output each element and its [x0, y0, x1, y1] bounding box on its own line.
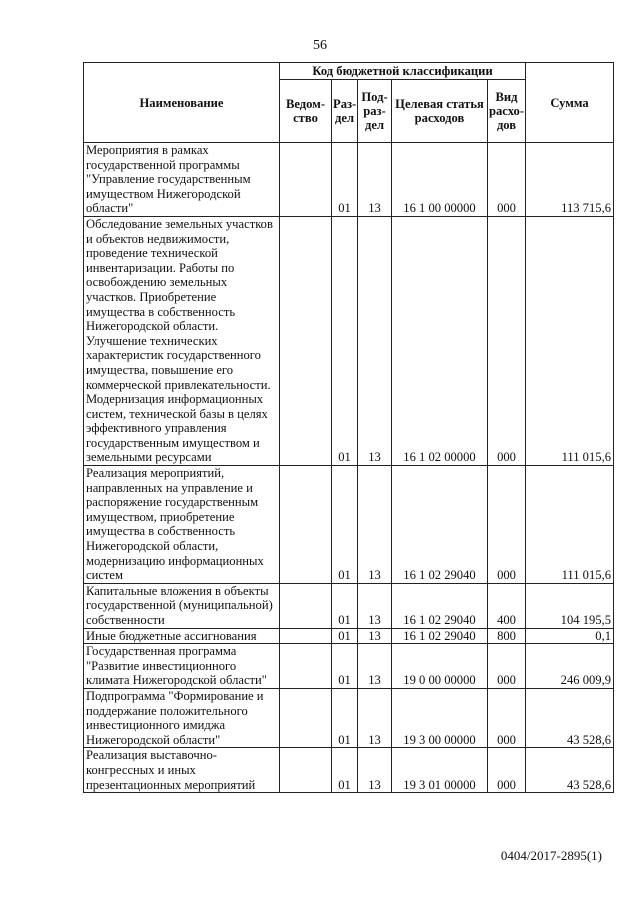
header-razdel: Раз-дел	[332, 80, 358, 143]
table-row	[84, 216, 614, 465]
row-razdel: 01	[332, 748, 358, 793]
row-vid: 000	[488, 688, 526, 747]
page-number: 56	[313, 38, 327, 53]
row-vedomstvo	[280, 216, 332, 465]
row-podrazdel: 13	[358, 688, 392, 747]
row-vedomstvo	[280, 644, 332, 689]
header-celevaya: Целевая статья расходов	[392, 80, 488, 143]
row-celevaya: 19 3 00 00000	[392, 688, 488, 747]
row-vid: 000	[488, 216, 526, 465]
table-row	[84, 688, 614, 747]
row-podrazdel: 13	[358, 466, 392, 584]
row-razdel: 01	[332, 143, 358, 217]
row-vid: 000	[488, 644, 526, 689]
row-vid: 000	[488, 143, 526, 217]
row-celevaya: 16 1 02 29040	[392, 628, 488, 644]
row-sum: 113 715,6	[526, 143, 614, 217]
row-podrazdel: 13	[358, 628, 392, 644]
row-name: Государственная программа "Развитие инвестиционного климата Нижегородской области"	[84, 644, 280, 689]
row-podrazdel: 13	[358, 143, 392, 217]
row-sum: 111 015,6	[526, 466, 614, 584]
row-celevaya: 19 3 01 00000	[392, 748, 488, 793]
row-vid: 000	[488, 466, 526, 584]
table-row	[84, 466, 614, 584]
row-name: Капитальные вложения в объекты государственной (муниципальной) собственности	[84, 583, 280, 628]
row-celevaya: 16 1 02 29040	[392, 466, 488, 584]
row-name: Реализация выставочно-конгрессных и иных презентационных мероприятий	[84, 748, 280, 793]
row-sum: 0,1	[526, 628, 614, 644]
row-razdel: 01	[332, 688, 358, 747]
row-vedomstvo	[280, 466, 332, 584]
row-vedomstvo	[280, 688, 332, 747]
document-code: 0404/2017-2895(1)	[500, 848, 602, 863]
header-name: Наименование	[84, 63, 280, 143]
table-row	[84, 583, 614, 628]
row-razdel: 01	[332, 628, 358, 644]
row-name: Подпрограмма "Формирование и поддержание положительного инвестиционного имиджа Нижегородской области"	[84, 688, 280, 747]
table-row	[84, 748, 614, 793]
row-vid: 000	[488, 748, 526, 793]
row-sum: 43 528,6	[526, 688, 614, 747]
row-name: Иные бюджетные ассигнования	[84, 628, 280, 644]
header-vedomstvo: Ведом-ство	[280, 80, 332, 143]
row-razdel: 01	[332, 583, 358, 628]
row-celevaya: 16 1 00 00000	[392, 143, 488, 217]
budget-table	[83, 62, 614, 793]
row-celevaya: 16 1 02 29040	[392, 583, 488, 628]
row-vedomstvo	[280, 143, 332, 217]
row-sum: 111 015,6	[526, 216, 614, 465]
table-row	[84, 628, 614, 644]
row-celevaya: 19 0 00 00000	[392, 644, 488, 689]
row-sum: 43 528,6	[526, 748, 614, 793]
row-name: Мероприятия в рамках государственной программы "Управление государственным имуществом Нижегородской области"	[84, 143, 280, 217]
row-celevaya: 16 1 02 00000	[392, 216, 488, 465]
row-sum: 104 195,5	[526, 583, 614, 628]
header-vid: Вид расхо-дов	[488, 80, 526, 143]
table-header-row	[84, 63, 614, 80]
row-name: Реализация мероприятий, направленных на управление и распоряжение государственным имуществом, приобретение имущества в собственность Нижегородской области, модернизацию информационных систем	[84, 466, 280, 584]
header-sum: Сумма	[526, 63, 614, 143]
header-podrazdel: Под-раз-дел	[358, 80, 392, 143]
row-vid: 800	[488, 628, 526, 644]
row-sum: 246 009,9	[526, 644, 614, 689]
row-razdel: 01	[332, 644, 358, 689]
header-classification-group: Код бюджетной классификации	[280, 63, 526, 80]
row-podrazdel: 13	[358, 748, 392, 793]
table-row	[84, 143, 614, 217]
row-razdel: 01	[332, 466, 358, 584]
table-row	[84, 644, 614, 689]
row-vid: 400	[488, 583, 526, 628]
row-vedomstvo	[280, 583, 332, 628]
row-podrazdel: 13	[358, 216, 392, 465]
row-podrazdel: 13	[358, 583, 392, 628]
row-podrazdel: 13	[358, 644, 392, 689]
row-razdel: 01	[332, 216, 358, 465]
row-vedomstvo	[280, 748, 332, 793]
row-vedomstvo	[280, 628, 332, 644]
row-name: Обследование земельных участков и объектов недвижимости, проведение технической инвентаризации. Работы по освобождению земельных участков. Приобретение имущества в собственность Нижегородской области. Улучшение технических характеристик государственного имущества, повышение его коммерческой привлекательности. Модернизация информационных систем, технической базы в целях эффективного управления государственным имуществом и земельными ресурсами	[84, 216, 280, 465]
